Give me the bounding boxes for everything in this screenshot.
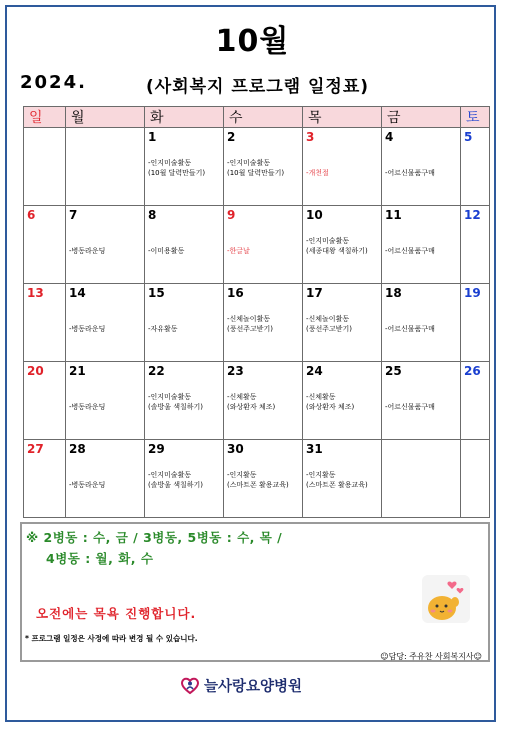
weekday-tue: 화 xyxy=(145,107,224,128)
day-number: 26 xyxy=(464,364,481,378)
calendar-day-cell xyxy=(382,284,461,362)
activity-text: -인지미술활동 (솔방울 색칠하기) xyxy=(148,393,204,411)
day-number: 17 xyxy=(306,286,323,300)
bath-notice: 오전에는 목욕 진행합니다. xyxy=(36,606,197,621)
activity-text: -신체활동 (와상환자 체조) xyxy=(227,393,276,411)
day-number: 9 xyxy=(227,208,236,222)
day-number: 29 xyxy=(148,442,165,456)
day-number: 30 xyxy=(227,442,244,456)
calendar-table xyxy=(23,106,490,518)
calendar-day-cell xyxy=(382,206,461,284)
weekday-mon: 월 xyxy=(66,107,145,128)
calendar-day-cell xyxy=(461,284,490,362)
page-subtitle: (사회복지 프로그램 일정표) xyxy=(146,77,370,97)
calendar-day-cell xyxy=(145,362,224,440)
activity-text: -병동라운딩 xyxy=(69,247,106,255)
activity-text: -인지미술활동 (세종대왕 색칠하기) xyxy=(306,237,368,255)
calendar-day-cell xyxy=(461,128,490,206)
activity-text: -개천절 xyxy=(306,169,329,177)
day-number: 5 xyxy=(464,130,473,144)
heart-person-icon xyxy=(180,675,200,695)
day-number: 13 xyxy=(27,286,44,300)
calendar-day-cell xyxy=(24,284,66,362)
weekday-thu: 목 xyxy=(303,107,382,128)
calendar-day-cell xyxy=(303,284,382,362)
day-number: 12 xyxy=(464,208,481,222)
activity-text: -신체놀이활동 (풍선주고받기) xyxy=(227,315,274,333)
weekday-sat: 토 xyxy=(461,107,490,128)
day-number: 6 xyxy=(27,208,36,222)
calendar-day-cell xyxy=(66,440,145,518)
weekday-wed: 수 xyxy=(224,107,303,128)
day-number: 11 xyxy=(385,208,402,222)
calendar-day-cell xyxy=(382,440,461,518)
calendar-week-row xyxy=(24,206,490,284)
activity-text: -이미용활동 xyxy=(148,247,185,255)
calendar-day-cell xyxy=(461,362,490,440)
day-number: 23 xyxy=(227,364,244,378)
day-number: 10 xyxy=(306,208,323,222)
day-number: 15 xyxy=(148,286,165,300)
activity-text: -병동라운딩 xyxy=(69,325,106,333)
day-number: 4 xyxy=(385,130,394,144)
calendar-week-row xyxy=(24,128,490,206)
calendar-day-cell xyxy=(461,440,490,518)
calendar-day-cell xyxy=(303,206,382,284)
day-number: 21 xyxy=(69,364,86,378)
day-number: 8 xyxy=(148,208,157,222)
calendar-day-cell xyxy=(382,128,461,206)
activity-text: -한글날 xyxy=(227,247,250,255)
day-number: 2 xyxy=(227,130,236,144)
character-with-hearts-icon xyxy=(422,575,470,623)
calendar-day-cell xyxy=(224,440,303,518)
activity-text: -병동라운딩 xyxy=(69,403,106,411)
activity-text: -어르신물품구매 xyxy=(385,403,435,411)
calendar-day-cell xyxy=(66,284,145,362)
year-label: 2024. xyxy=(20,72,87,93)
activity-text: -신체활동 (와상환자 체조) xyxy=(306,393,355,411)
activity-text: -어르신물품구매 xyxy=(385,247,435,255)
activity-text: -인지미술활동 (10월 달력만들기) xyxy=(148,159,206,177)
calendar-day-cell xyxy=(145,128,224,206)
calendar-day-cell xyxy=(303,362,382,440)
calendar-day-cell xyxy=(224,284,303,362)
weekday-header-row xyxy=(24,107,490,128)
calendar-day-cell xyxy=(24,206,66,284)
activity-text: -인지미술활동 (10월 달력만들기) xyxy=(227,159,285,177)
day-number: 24 xyxy=(306,364,323,378)
day-number: 3 xyxy=(306,130,315,144)
page-title: 10월 xyxy=(215,24,290,59)
calendar-day-cell xyxy=(145,206,224,284)
calendar-week-row xyxy=(24,362,490,440)
calendar-day-cell xyxy=(24,362,66,440)
ward-schedule-line-1: ※ 2병동 : 수, 금 / 3병동, 5병동 : 수, 목 / xyxy=(26,530,283,545)
day-number: 20 xyxy=(27,364,44,378)
day-number: 16 xyxy=(227,286,244,300)
activity-text: -신체놀이활동 (풍선주고받기) xyxy=(306,315,353,333)
person-in-charge: ☺담당: 주유찬 사회복지사☺ xyxy=(380,652,482,661)
activity-text: -어르신물품구매 xyxy=(385,325,435,333)
activity-text: -인지활동 (스마트폰 활용교육) xyxy=(227,471,289,489)
activity-text: -자유활동 xyxy=(148,325,178,333)
day-number: 22 xyxy=(148,364,165,378)
activity-text: -인지미술활동 (솔방울 색칠하기) xyxy=(148,471,204,489)
calendar-week-row xyxy=(24,284,490,362)
calendar-day-cell xyxy=(382,362,461,440)
calendar-day-cell xyxy=(66,206,145,284)
hospital-name: 늘사랑요양병원 xyxy=(204,678,303,695)
calendar-day-cell xyxy=(303,440,382,518)
day-number: 27 xyxy=(27,442,44,456)
day-number: 18 xyxy=(385,286,402,300)
hospital-logo xyxy=(180,674,302,696)
day-number: 25 xyxy=(385,364,402,378)
weekday-fri: 금 xyxy=(382,107,461,128)
calendar-day-cell xyxy=(66,362,145,440)
calendar-day-cell xyxy=(145,284,224,362)
day-number: 7 xyxy=(69,208,78,222)
calendar-day-cell xyxy=(224,362,303,440)
calendar-day-cell xyxy=(224,128,303,206)
calendar-day-cell xyxy=(303,128,382,206)
schedule-change-notice: * 프로그램 일정은 사정에 따라 변경 될 수 있습니다. xyxy=(25,634,198,643)
calendar-day-cell xyxy=(461,206,490,284)
calendar-week-row xyxy=(24,440,490,518)
notes-box xyxy=(20,522,490,662)
activity-text: -병동라운딩 xyxy=(69,481,106,489)
day-number: 19 xyxy=(464,286,481,300)
activity-text: -인지활동 (스마트폰 활용교육) xyxy=(306,471,368,489)
activity-text: -어르신물품구매 xyxy=(385,169,435,177)
ward-schedule-line-2: 4병동 : 월, 화, 수 xyxy=(46,551,154,566)
weekday-sun: 일 xyxy=(24,107,66,128)
calendar-day-cell xyxy=(66,128,145,206)
calendar-day-cell xyxy=(24,440,66,518)
calendar-day-cell xyxy=(24,128,66,206)
calendar-day-cell xyxy=(224,206,303,284)
day-number: 31 xyxy=(306,442,323,456)
day-number: 28 xyxy=(69,442,86,456)
day-number: 1 xyxy=(148,130,157,144)
calendar-day-cell xyxy=(145,440,224,518)
day-number: 14 xyxy=(69,286,86,300)
